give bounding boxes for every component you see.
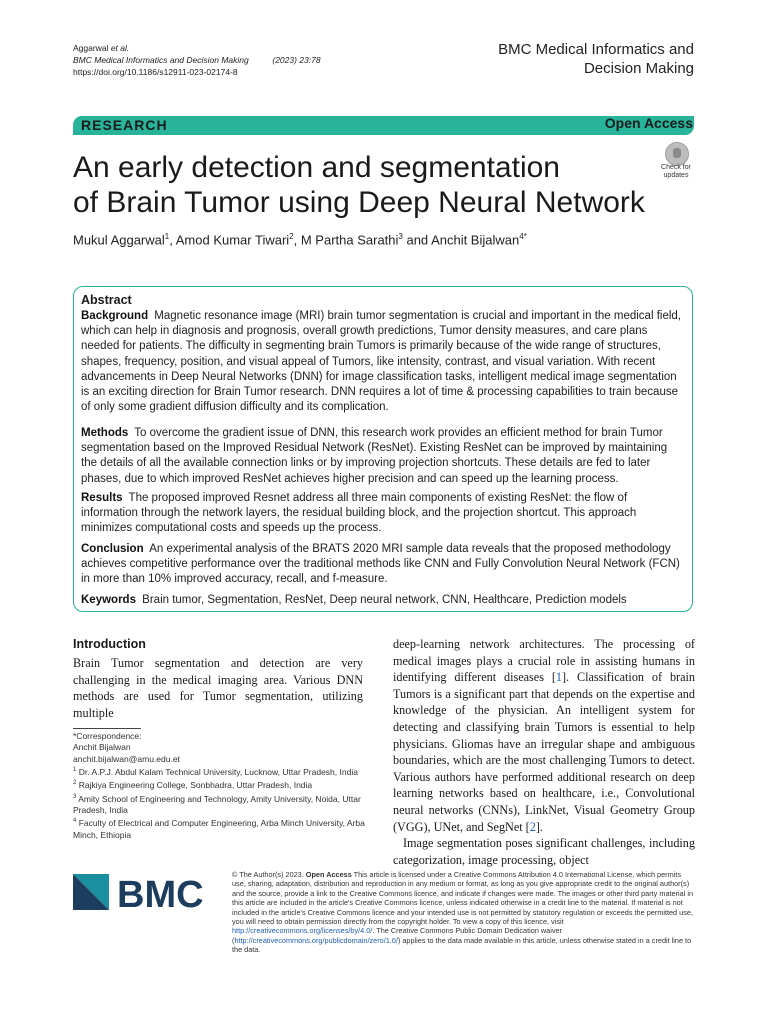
- header-authors: Aggarwal: [73, 43, 109, 53]
- affiliation-sup: 2: [73, 780, 77, 787]
- article-title: [73, 150, 663, 220]
- results-label: Results: [81, 492, 123, 504]
- affiliation-text: Amity School of Engineering and Technology, Amity University, Noida, Uttar Pradesh, India: [73, 793, 361, 815]
- abstract-background: [81, 309, 685, 415]
- article-title-line2: of Brain Tumor using Deep Neural Network: [73, 186, 645, 219]
- header-doi[interactable]: https://doi.org/10.1186/s12911-023-02174-8: [73, 67, 238, 77]
- conclusion-label: Conclusion: [81, 543, 144, 555]
- header-journal: BMC Medical Informatics and Decision Making: [73, 55, 249, 65]
- author-separator: and: [402, 232, 432, 248]
- author-affiliation-sup: 3: [398, 232, 403, 241]
- correspondence-name: Anchit Bijalwan: [73, 742, 131, 753]
- affiliation-text: Faculty of Electrical and Computer Engineering, Arba Minch University, Arba Minch, Ethiopia: [73, 818, 365, 840]
- license-open-access: Open Access: [305, 870, 352, 879]
- author-separator: ,: [169, 232, 176, 248]
- author-name[interactable]: Anchit Bijalwan: [431, 232, 520, 248]
- correspondence-label: *Correspondence:: [73, 731, 142, 741]
- paragraph-text: ]. Classification of brain Tumors is a significant part that depends on the expertise and knowledge of the physician. An intelligent system for detecting and classifying brain Tumors is essential to help physicians. Gliomas have an irregular shape and ambiguous boundaries, which are the most challenging Tumors to detect. Various authors have performed additional research on deep learning networks based on healthcare, i.e., Convolutional neural networks (CNNs), LinkNet, Visual Geometry Group (VGG), UNet, and SegNet [: [393, 670, 695, 834]
- reference-link-2[interactable]: 2: [529, 819, 536, 834]
- abstract-keywords: [81, 593, 685, 608]
- background-label: Background: [81, 310, 149, 322]
- affiliation-sup: 3: [73, 793, 77, 800]
- background-text: Magnetic resonance image (MRI) brain tumor segmentation is crucial and important in the medical field, which can help in diagnosis and prognosis, overall growth predictions, Tumor density measures, and care plans needed for patients. The difficulty in segmenting brain Tumors is primarily because of the wide range of structures, shapes, frequency, position, and visual appeal of Tumors, like intensity, contrast, and visual variation. With recent advancements in Deep Neural Networks (DNN) for image classification tasks, intelligent medical image segmentation is an exciting direction for Brain Tumor research. DNN requires a lot of time & processing capabilities to train because of only some gradient diffusion difficulty and its complication.: [81, 310, 681, 414]
- affiliation-item: [73, 778, 373, 791]
- section-label: RESEARCH: [81, 117, 168, 133]
- check-for-updates-icon: [665, 142, 689, 166]
- license-end: ) applies to the data made available in this article, unless otherwise stated in a credit line to the data.: [232, 935, 692, 955]
- journal-name-line2: Decision Making: [583, 60, 694, 77]
- keywords-text: Brain tumor, Segmentation, ResNet, Deep neural network, CNN, Healthcare, Prediction models: [142, 594, 627, 606]
- article-title-line1: An early detection and segmentation: [73, 151, 560, 184]
- header-year-volume: (2023) 23:78: [272, 55, 321, 65]
- license-link-cc-by[interactable]: http://creativecommons.org/licenses/by/4.0/: [232, 926, 373, 936]
- conclusion-text: An experimental analysis of the BRATS 2020 MRI sample data reveals that the proposed methodology achieves competitive performance over the traditional methods like CNN and Fully Convolution Neural Network (FCN) in more than 10% improved accuracy, recall, and f-measure.: [81, 543, 680, 586]
- affiliation-item: [73, 765, 373, 778]
- author-list: [73, 232, 527, 247]
- bmc-logo-text: BMC: [117, 874, 204, 916]
- affiliation-sup: 1: [73, 767, 77, 774]
- author-affiliation-sup: 1: [164, 232, 170, 241]
- introduction-paragraph-1: [393, 636, 695, 835]
- introduction-paragraph-2: Image segmentation poses significant challenges, including categorization, image processing, object: [393, 836, 695, 867]
- paragraph-text: ].: [535, 819, 543, 834]
- journal-name-line1: BMC Medical Informatics and: [498, 41, 694, 58]
- check-updates-line2: updates: [663, 172, 689, 179]
- author-separator: ,: [293, 232, 301, 248]
- abstract-conclusion: [81, 542, 685, 588]
- affiliation-sup: 4: [73, 818, 77, 825]
- author-name[interactable]: M Partha Sarathi: [300, 232, 399, 248]
- paragraph-text: deep-learning network architectures. The processing of medical images plays a crucial role in assisting humans in identifying different diseases [: [393, 637, 695, 685]
- check-updates-line1: Check for: [661, 164, 691, 171]
- abstract-results: [81, 491, 685, 537]
- check-for-updates-badge[interactable]: [655, 142, 697, 182]
- license-middle: . The Creative Commons Public Domain Dedication waiver (: [232, 926, 562, 945]
- footnote-rule: [73, 728, 141, 729]
- author-name[interactable]: Mukul Aggarwal: [73, 232, 165, 248]
- affiliation-text: Rajkiya Engineering College, Sonbhadra, Uttar Pradesh, India: [78, 780, 313, 791]
- license-statement: [232, 870, 695, 955]
- running-header: [73, 42, 321, 78]
- section-banner: [73, 116, 694, 135]
- affiliation-item: [73, 792, 373, 817]
- author-affiliation-sup: 2: [289, 232, 294, 241]
- correspondence-email[interactable]: anchit.bijalwan@amu.edu.et: [73, 753, 180, 764]
- author-affiliation-sup: 4*: [519, 232, 527, 241]
- introduction-heading: Introduction: [73, 637, 146, 651]
- license-link-cc-zero[interactable]: http://creativecommons.org/publicdomain/zero/1.0/: [234, 935, 398, 945]
- introduction-right-column: [393, 636, 695, 868]
- abstract-heading: Abstract: [81, 293, 132, 307]
- methods-text: To overcome the gradient issue of DNN, this research work provides an efficient method for brain Tumor segmentation based on the Improved Residual Network (ResNet). Existing ResNet can be improved by maintaining the details of all the available connection links or by improving projection shortcuts. These details are fed to later phases, due to which improved ResNet achieves higher precision and can speed up the learning process.: [81, 427, 668, 485]
- introduction-left-text: Brain Tumor segmentation and detection are very challenging in the medical imaging area. Various DNN methods are used for Tumor segmentation, utilizing multiple: [73, 656, 363, 720]
- author-name[interactable]: Amod Kumar Tiwari: [175, 232, 290, 248]
- reference-link-1[interactable]: 1: [555, 670, 562, 685]
- abstract-methods: [81, 426, 685, 487]
- header-et-al: et al.: [110, 43, 130, 53]
- bmc-logo-mark-icon: [73, 870, 213, 920]
- affiliation-item: [73, 816, 373, 841]
- license-copyright: © The Author(s) 2023.: [232, 870, 304, 879]
- correspondence-block: [73, 731, 373, 841]
- license-body: This article is licensed under a Creative Commons Attribution 4.0 International License, which permits use, sharing, adaptation, distribution and reproduction in any medium or format, as long as you give appropriate credit to the original author(s) and the source, provide a link to the Creative Commons licence, and indicate if changes were made. The images or other third party material in this article are included in the article's Creative Commons licence, unless indicated otherwise in a credit line to the material. If material is not included in the article's Creative Commons licence and your intended use is not permitted by statutory regulation or exceeds the permitted use, you will need to obtain permission directly from the copyright holder. To view a copy of this licence, visit: [232, 870, 694, 927]
- affiliation-text: Dr. A.P.J. Abdul Kalam Technical University, Lucknow, Uttar Pradesh, India: [78, 767, 358, 778]
- bmc-logo: [73, 870, 213, 920]
- methods-label: Methods: [81, 427, 129, 439]
- open-access-label: Open Access: [604, 115, 693, 131]
- journal-name: [498, 40, 694, 78]
- keywords-label: Keywords: [81, 594, 136, 606]
- results-text: The proposed improved Resnet address all three main components of existing ResNet: the flow of information through the network layers, the residual building block, and the projection shortcut. This approach minimizes computational costs and speeds up the process.: [81, 492, 637, 535]
